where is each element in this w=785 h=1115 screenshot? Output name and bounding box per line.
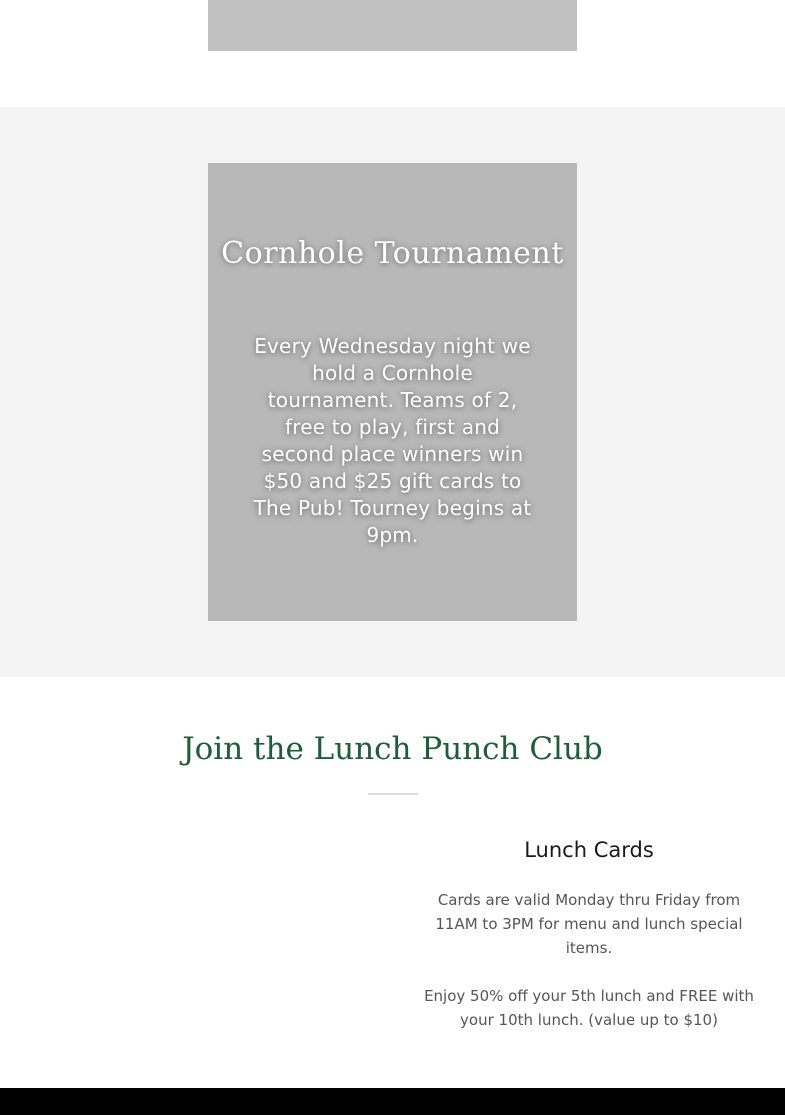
event-title: Cornhole Tournament xyxy=(221,236,564,271)
footer-bar xyxy=(0,1088,785,1115)
previous-event-section xyxy=(0,0,785,107)
title-divider xyxy=(368,793,418,795)
previous-event-card xyxy=(208,0,577,51)
cornhole-event-card xyxy=(208,163,577,621)
lunch-club-section xyxy=(0,677,785,1088)
event-section xyxy=(0,107,785,677)
lunch-cards-validity-text: Cards are valid Monday thru Friday from 11AM to 3PM for menu and lunch special items. xyxy=(435,891,743,957)
lunch-cards-offer-text: Enjoy 50% off your 5th lunch and FREE with your 10th lunch. (value up to $10) xyxy=(424,987,754,1029)
event-description: Every Wednesday night we hold a Cornhole tournament. Teams of 2, free to play, first and second place winners win $50 and $25 gift cards to The Pub! Tourney begins at 9pm. xyxy=(253,334,532,547)
lunch-cards-heading: Lunch Cards xyxy=(524,838,654,862)
club-title: Join the Lunch Punch Club xyxy=(182,731,603,767)
